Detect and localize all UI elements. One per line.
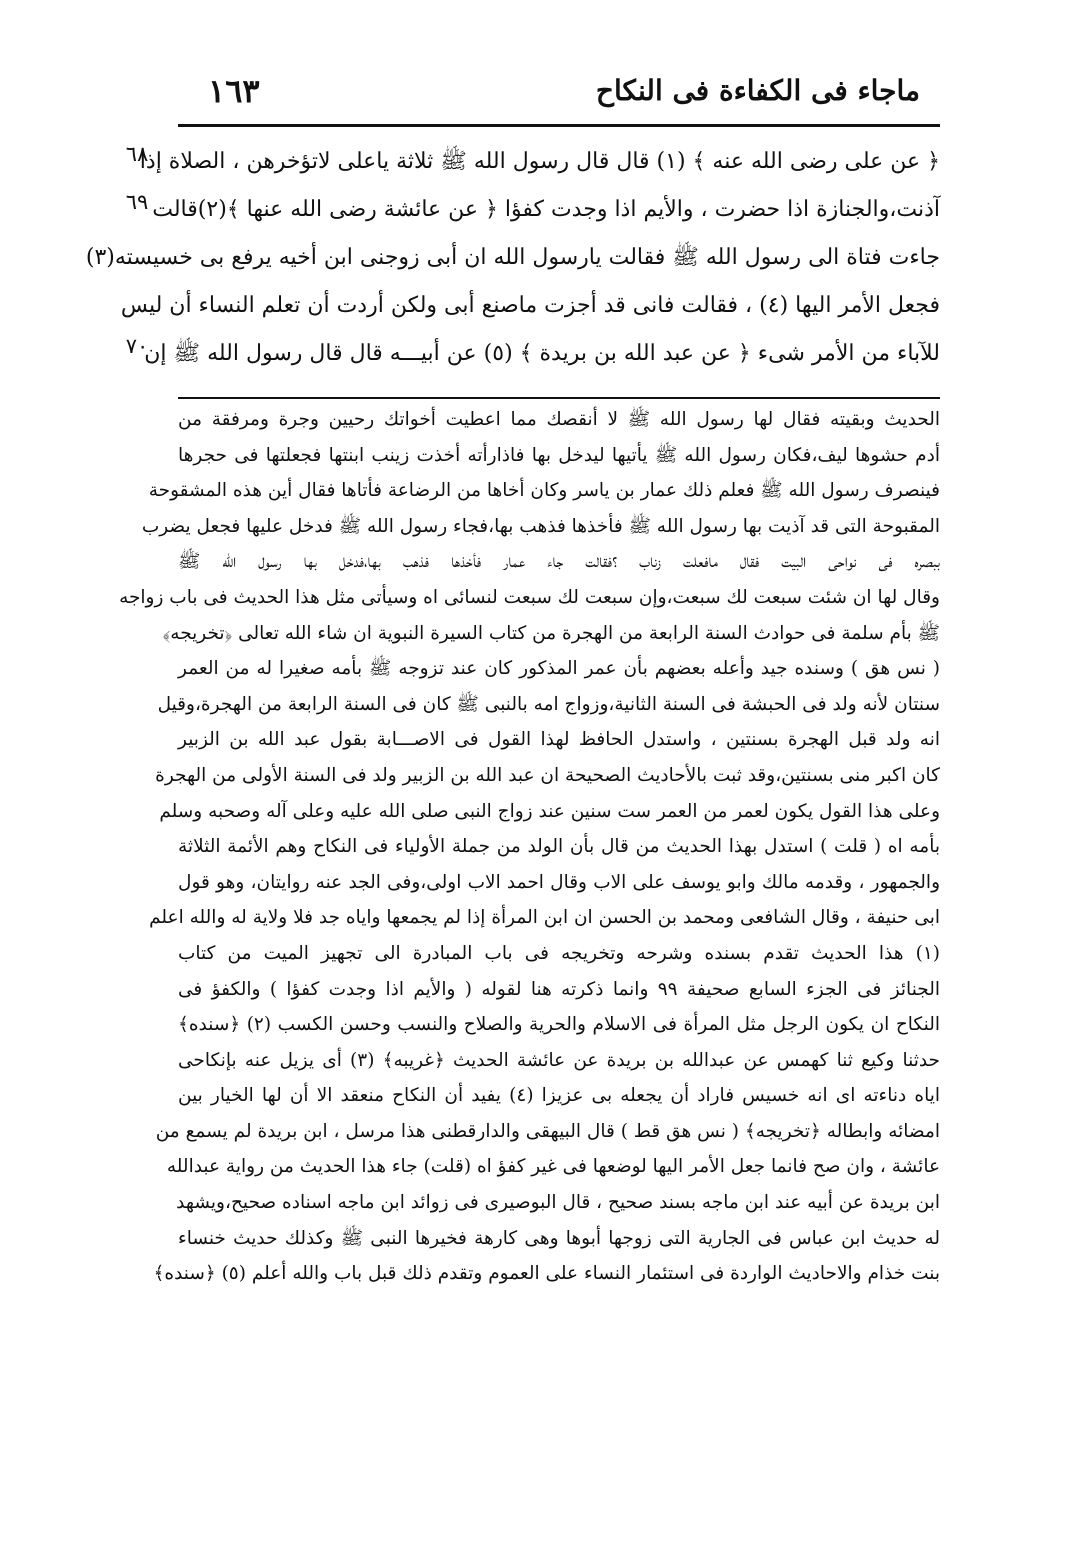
footnote-line: وعلى هذا القول يكون لعمر من العمر ست سنين عند زواج النبى صلى الله عليه وعلى آله وصحبه وسلم <box>159 800 940 822</box>
page-header <box>178 72 938 122</box>
footnote-line: المقبوحة التى قد آذيت بها رسول الله ﷺ فأخذها فذهب بها،فجاء رسول الله ﷺ فدخل عليها فجعل يضرب <box>141 515 940 537</box>
footnote-line: النكاح ان يكون الرجل مثل المرأة فى الاسلام والحرية والصلاح والنسب وحسن الكسب (٢) ﴿سنده﴾ <box>178 1014 940 1036</box>
hadith-number: ٧٠ <box>125 334 149 358</box>
page-number: ١٦٣ <box>208 72 260 110</box>
main-text-line: جاءت فتاة الى رسول الله ﷺ فقالت يارسول الله ان أبى زوجنى ابن أخيه يرفع بى خسيسته(٣) <box>85 245 940 270</box>
footnote-line: ( نس هق ) وسنده جيد وأعله بعضهم بأن عمر المذكور كان عند تزوجه ﷺ بأمه صغيرا له من العمر <box>178 658 940 680</box>
footnote-line: وقال لها ان شئت سبعت لك سبعت،وإن سبعت لك سبعت لنسائى اه وسيأتى مثل هذا الحديث فى باب زواجه <box>119 586 940 608</box>
main-text-line: فجعل الأمر اليها (٤) ، فقالت فانى قد أجزت ماصنع أبى ولكن أردت أن تعلم النساء أن ليس <box>120 293 940 318</box>
main-text-line: ﴿ عن على رضى الله عنه ﴾ (١) قال قال رسول الله ﷺ ثلاثة ياعلى لاتؤخرهن ، الصلاة إذا <box>139 149 940 174</box>
footnote-line: كان اكبر منى بسنتين،وقد ثبت بالأحاديث الصحيحة ان عبد الله بن الزبير ولد فى السنة الأولى من الهجرة <box>155 764 940 786</box>
footnote-line: بأمه اه ( قلت ) استدل بهذا الحديث من قال بأن الولد من جملة الأولياء فى النكاح وهم الأئمة الثلاثة <box>178 836 940 858</box>
footnote-separator <box>178 397 940 399</box>
footnote-line: سنتان لأنه ولد فى الحبشة فى السنة الثانية،وزواج امه بالنبى ﷺ كان فى السنة الرابعة من الهجرة،وقيل <box>157 693 940 715</box>
hadith-number: ٦٨ <box>125 142 149 166</box>
header-rule <box>178 124 940 127</box>
footnote-line: حدثنا وكيع ثنا كهمس عن عبدالله بن بريدة عن عائشة الحديث ﴿غريبه﴾ (٣) أى يزيل عنه بإنكاحى <box>178 1049 940 1071</box>
footnote-line: ابن بريدة عن أبيه عند ابن ماجه بسند صحيح ، قال البوصيرى فى زوائد ابن ماجه اسناده صحيح،ويشهد <box>176 1192 940 1214</box>
footnote-line: ببصره فى نواحى البيت فقال مافعلت زناب ؟فقالت جاء عمار فأخذها فذهب بها،فدخل بها رسول الله ﷺ <box>178 551 940 573</box>
hadith-number: ٦٩ <box>125 190 149 214</box>
footnotes <box>119 402 940 1292</box>
running-title: ماجاء فى الكفاءة فى النكاح <box>595 74 920 107</box>
main-text-line: آذنت،والجنازة اذا حضرت ، والأيم اذا وجدت كفؤا ﴿ عن عائشة رضى الله عنها ﴾(٢)قالت <box>152 197 940 222</box>
footnote-line: ﷺ بأم سلمة فى حوادث السنة الرابعة من الهجرة من كتاب السيرة النبوية ان شاء الله تعالى ﴿تخريجه﴾ <box>162 622 940 644</box>
footnote-line: انه ولد قبل الهجرة بسنتين ، واستدل الحافظ لهذا القول فى الاصـــابة بقول عبد الله بن الزبير <box>178 729 940 751</box>
footnote-line: فينصرف رسول الله ﷺ فعلم ذلك عمار بن ياسر وكان أخاها من الرضاعة فأتاها فقال أين هذه المشقوحة <box>148 480 940 502</box>
main-text-line: للآباء من الأمر شىء ﴿ عن عبد الله بن بريدة ﴾ (٥) عن أبيـــه قال قال رسول الله ﷺ إن <box>144 341 940 366</box>
footnote-line: الجنائز فى الجزء السابع صحيفة ٩٩ وانما ذكرته هنا لقوله ( والأيم اذا وجدت كفؤا ) والكفؤ فى <box>178 978 940 1000</box>
footnote-line: ابى حنيفة ، وقال الشافعى ومحمد بن الحسن ان ابن المرأة إذا لم يجمعها واياه جد فلا ولاية له والله اعلم <box>149 907 940 929</box>
footnote-line: عائشة ، وان صح فانما جعل الأمر اليها لوضعها فى غير كفؤ اه (قلت) جاء هذا الحديث من رواية عبدالله <box>166 1156 940 1178</box>
footnote-line: له حديث ابن عباس فى الجارية التى زوجها أبوها وهى كارهة فخيرها النبى ﷺ وكذلك حديث خنساء <box>178 1227 940 1249</box>
footnote-line: والجمهور ، وقدمه مالك وابو يوسف على الاب وقال احمد الاب اولى،وفى الجد عنه روايتان، وهو قول <box>178 871 940 893</box>
footnote-line: امضائه وابطاله ﴿تخريجه﴾ ( نس هق قط ) قال البيهقى والدارقطنى هذا مرسل ، ابن بريدة لم يسمع من <box>155 1120 940 1142</box>
footnote-line: أدم حشوها ليف،فكان رسول الله ﷺ يأتيها ليدخل بها فاذارأته أخذت زينب ابنتها فجعلتها فى حجرها <box>178 444 940 466</box>
footnote-line: اياه دناءته اى انه خسيس فاراد أن يجعله بى عزيزا (٤) يفيد أن النكاح منعقد الا أن لها الخيار بين <box>178 1085 940 1107</box>
footnote-line: بنت خذام والاحاديث الواردة فى استئمار النساء على العموم وتقدم ذلك قبل باب والله أعلم (٥) ﴿سنده﴾ <box>153 1263 940 1285</box>
footnote-line: (١) هذا الحديث تقدم بسنده وشرحه وتخريجه فى باب المبادرة الى تجهيز الميت من كتاب <box>178 942 940 964</box>
footnote-line: الحديث وبقيته فقال لها رسول الله ﷺ لا أنقصك مما اعطيت أخواتك رحيين وجرة ومرفقة من <box>178 409 940 430</box>
